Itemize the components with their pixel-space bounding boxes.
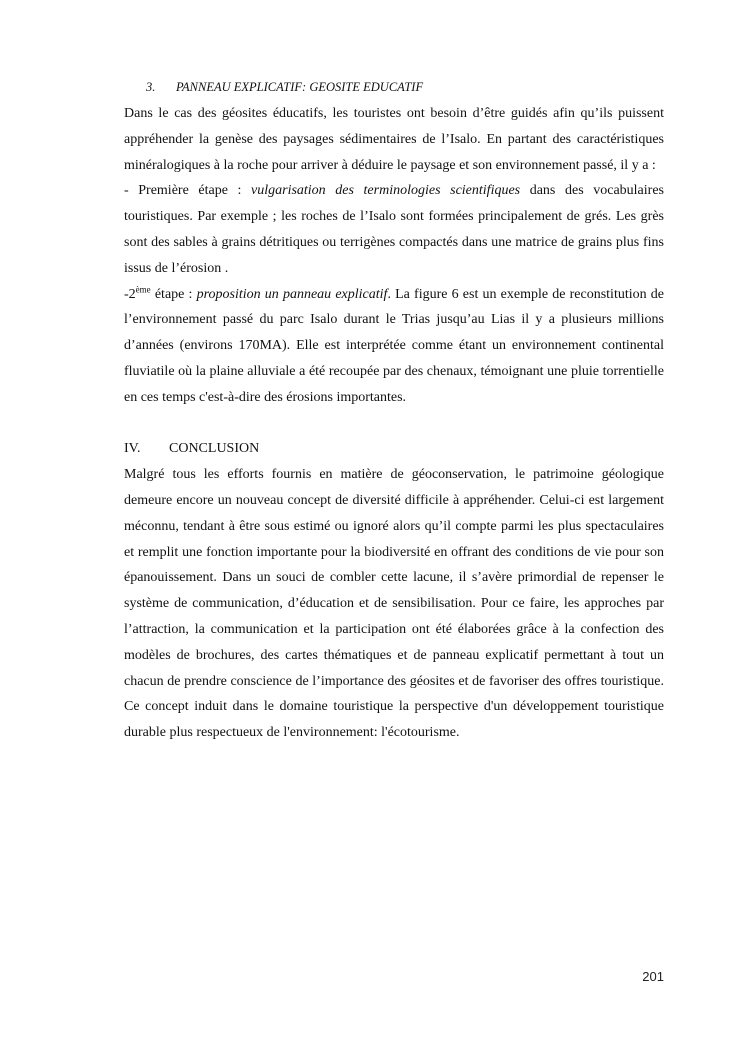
page-number: 201 <box>642 969 664 984</box>
section-3-heading <box>146 77 664 97</box>
step-2-paragraph <box>124 282 664 411</box>
conclusion-heading <box>124 436 664 462</box>
conclusion-title: CONCLUSION <box>169 441 260 457</box>
step-1-text: dans des vocabulaires touristiques. Par exemple ; les roches de l’Isalo sont formées principalement de grés. Les grès sont des sables à grains détritiques ou terrigènes compactés dans une matrice de grains plus fins issus de l’érosion . <box>124 183 664 276</box>
conclusion-number: IV. <box>124 441 141 457</box>
conclusion-paragraph: Malgré tous les efforts fournis en matière de géoconservation, le patrimoine géologique demeure encore un nouveau concept de diversité difficile à appréhender. Celui-ci est largement méconnu, tendant à être sous estimé ou ignoré alors qu’il compte parmi les plus spectaculaires et remplit une fonction importante pour la biodiversité en offrant des conditions de vie pour son épanouissement. Dans un souci de combler cette lacune, il s’avère primordial de repenser le système de communication, d’éducation et de sensibilisation. Pour ce faire, les approches par l’attraction, la communication et la participation ont été élaborées grâce à la confection des modèles de brochures, des cartes thématiques et de panneau explicatif permettant à tout un chacun de prendre conscience de l’importance des géosites et de favoriser des offres touristique. Ce concept induit dans le domaine touristique la perspective d'un développement touristique durable plus respectueux de l'environnement: l'écotourisme. <box>124 467 664 741</box>
section-3-number: 3. <box>146 80 156 94</box>
step-1-paragraph <box>124 178 664 281</box>
step-2-lead: -2 <box>124 286 136 302</box>
step-2-text: . La figure 6 est un exemple de reconstitution de l’environnement passé du parc Isalo durant le Trias jusqu’au Lias il y a plusieurs millions d’années (environs 170MA). Elle est interprétée comme étant un environnement continental fluviatile où la plaine alluviale a été recoupée par des chenaux, témoignant une pluie torrentielle en ces temps c'est-à-dire des érosions importantes. <box>124 286 664 405</box>
section-3-title: PANNEAU EXPLICATIF: GEOSITE EDUCATIF <box>176 80 424 94</box>
step-2-emphasis: proposition un panneau explicatif <box>196 286 388 302</box>
intro-paragraph: Dans le cas des géosites éducatifs, les touristes ont besoin d’être guidés afin qu’ils puissent appréhender la genèse des paysages sédimentaires de l’Isalo. En partant des caractéristiques minéralogiques à la roche pour arriver à déduire le paysage et son environnement passé, il y a : <box>124 106 664 173</box>
step-2-label: étape : <box>150 286 197 302</box>
step-1-emphasis: vulgarisation des terminologies scientifiques <box>251 183 521 199</box>
step-1-lead: - Première étape : <box>124 183 252 199</box>
document-body <box>124 77 664 746</box>
step-2-superscript: ème <box>135 283 151 294</box>
